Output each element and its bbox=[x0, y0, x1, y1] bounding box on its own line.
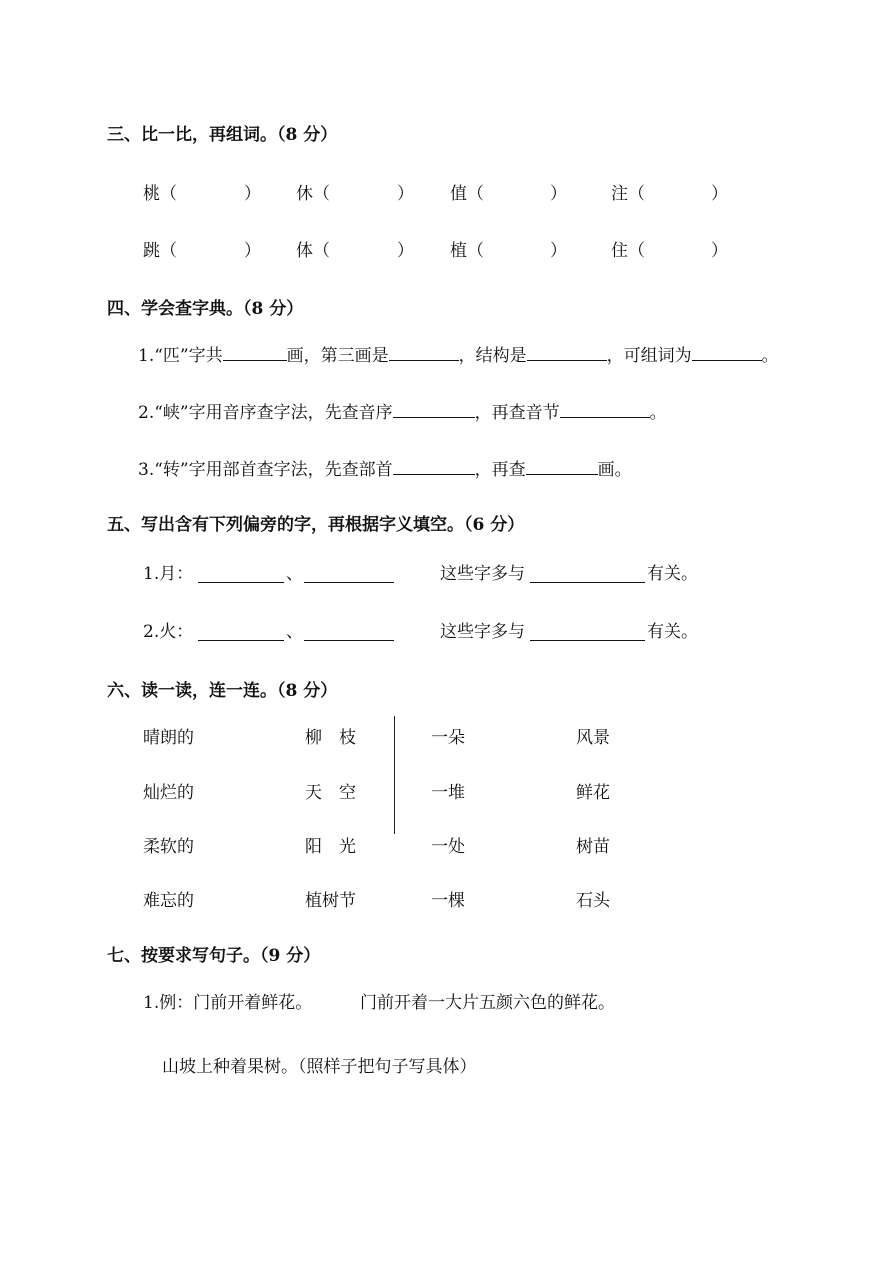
q-text: 3.“转”字用部首查字法，先查部首 bbox=[138, 460, 393, 480]
match-item-col4[interactable]: 树苗 bbox=[576, 837, 610, 857]
q-text: 。 bbox=[761, 346, 779, 366]
match-item-col4[interactable]: 风景 bbox=[576, 728, 610, 748]
q-text: 画。 bbox=[597, 460, 632, 480]
answer-blank[interactable] bbox=[527, 344, 607, 361]
q-text: ，再查音节 bbox=[474, 403, 560, 423]
char-tao: 桃（ bbox=[143, 184, 177, 204]
q-text: 这些字多与 bbox=[440, 622, 525, 642]
s4-question-1 bbox=[138, 344, 779, 367]
char-tiao: 跳（ bbox=[143, 241, 177, 261]
match-item-col1[interactable]: 柔软的 bbox=[143, 837, 194, 857]
answer-blank[interactable] bbox=[198, 566, 284, 583]
paren-close: ） bbox=[244, 184, 261, 204]
match-item-col4[interactable]: 鲜花 bbox=[576, 783, 610, 803]
answer-blank[interactable] bbox=[389, 344, 459, 361]
section-5-heading: 五、写出含有下列偏旁的字，再根据字义填空。（6 分） bbox=[107, 515, 525, 535]
q-text: 。 bbox=[649, 403, 667, 423]
paren-close: ） bbox=[397, 184, 414, 204]
s4-question-2 bbox=[138, 401, 667, 424]
match-item-col1[interactable]: 难忘的 bbox=[143, 891, 194, 911]
q-text: ，结构是 bbox=[458, 346, 527, 366]
answer-blank[interactable] bbox=[530, 624, 645, 641]
q-radical-yue: 1.月： bbox=[143, 564, 194, 584]
char-zhi: 值（ bbox=[450, 184, 484, 204]
match-item-col2[interactable]: 植树节 bbox=[305, 891, 356, 911]
answer-blank[interactable] bbox=[304, 624, 394, 641]
task-sentence: 山坡上种着果树。（照样子把句子写具体） bbox=[162, 1057, 477, 1077]
section-7-heading: 七、按要求写句子。（9 分） bbox=[107, 946, 321, 966]
paren-close: ） bbox=[550, 184, 567, 204]
section-4-heading: 四、学会查字典。（8 分） bbox=[107, 299, 304, 319]
match-item-col1[interactable]: 灿烂的 bbox=[143, 783, 194, 803]
q-text: 画，第三画是 bbox=[286, 346, 389, 366]
q-text: ，可组词为 bbox=[606, 346, 692, 366]
match-item-col2[interactable]: 柳 枝 bbox=[305, 728, 356, 748]
q-text: 这些字多与 bbox=[440, 564, 525, 584]
q-text: 1.“匹”字共 bbox=[138, 346, 223, 366]
paren-close: ） bbox=[244, 241, 261, 261]
answer-blank[interactable] bbox=[393, 458, 475, 475]
answer-blank[interactable] bbox=[560, 401, 650, 418]
match-item-col1[interactable]: 晴朗的 bbox=[143, 728, 194, 748]
match-item-col4[interactable]: 石头 bbox=[576, 891, 610, 911]
answer-blank[interactable] bbox=[223, 344, 287, 361]
char-zhu: 注（ bbox=[611, 184, 645, 204]
match-item-col3[interactable]: 一棵 bbox=[431, 891, 465, 911]
s4-question-3 bbox=[138, 458, 632, 481]
match-item-col3[interactable]: 一处 bbox=[431, 837, 465, 857]
char-zhu2: 住（ bbox=[611, 241, 645, 261]
divider-line bbox=[394, 716, 395, 834]
q-text: ，再查 bbox=[474, 460, 526, 480]
q-text: 2.“峡”字用音序查字法，先查音序 bbox=[138, 403, 393, 423]
q-text: 有关。 bbox=[647, 622, 698, 642]
match-item-col3[interactable]: 一堆 bbox=[431, 783, 465, 803]
answer-blank[interactable] bbox=[692, 344, 762, 361]
char-ti: 体（ bbox=[296, 241, 330, 261]
section-3-heading: 三、比一比，再组词。（8 分） bbox=[107, 125, 338, 145]
answer-blank[interactable] bbox=[304, 566, 394, 583]
answer-blank[interactable] bbox=[198, 624, 284, 641]
section-6-heading: 六、读一读，连一连。（8 分） bbox=[107, 681, 338, 701]
example-sentence: 1.例：门前开着鲜花。 bbox=[143, 993, 313, 1013]
separator: 、 bbox=[286, 622, 303, 642]
paren-close: ） bbox=[550, 241, 567, 261]
match-item-col3[interactable]: 一朵 bbox=[431, 728, 465, 748]
char-xiu: 休（ bbox=[296, 184, 330, 204]
example-answer: 门前开着一大片五颜六色的鲜花。 bbox=[360, 993, 615, 1013]
answer-blank[interactable] bbox=[393, 401, 475, 418]
separator: 、 bbox=[286, 564, 303, 584]
answer-blank[interactable] bbox=[526, 458, 598, 475]
char-zhi2: 植（ bbox=[450, 241, 484, 261]
paren-close: ） bbox=[711, 184, 728, 204]
match-item-col2[interactable]: 阳 光 bbox=[305, 837, 356, 857]
paren-close: ） bbox=[711, 241, 728, 261]
paren-close: ） bbox=[397, 241, 414, 261]
match-item-col2[interactable]: 天 空 bbox=[305, 783, 356, 803]
q-radical-huo: 2.火： bbox=[143, 622, 194, 642]
answer-blank[interactable] bbox=[530, 566, 645, 583]
q-text: 有关。 bbox=[647, 564, 698, 584]
